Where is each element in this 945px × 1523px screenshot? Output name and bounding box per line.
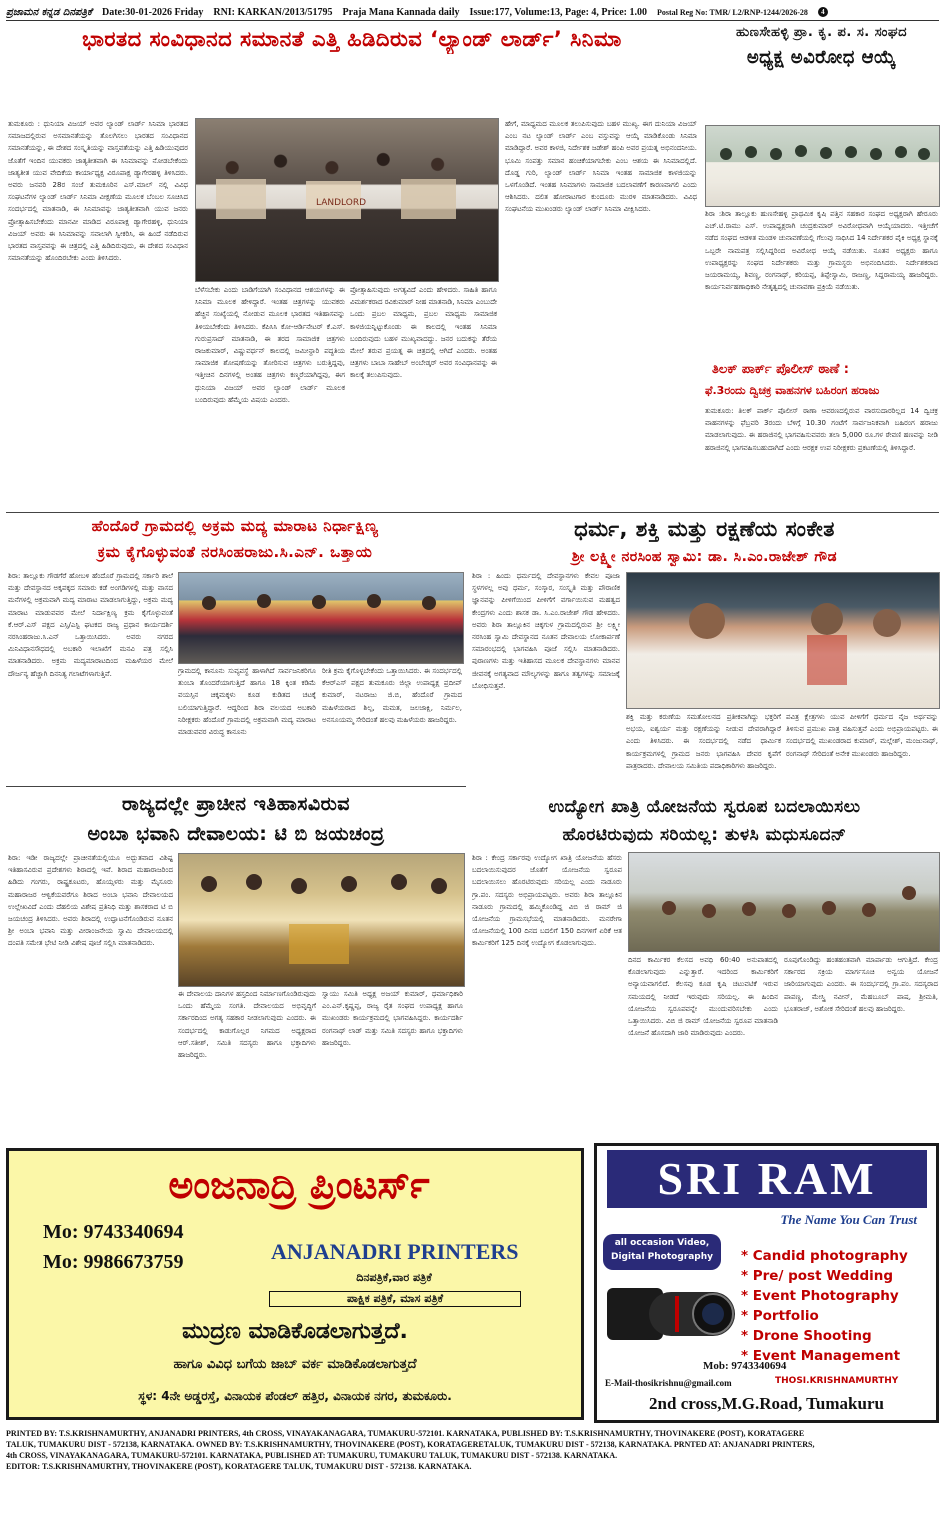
ad-right-mobile: Mob: 9743340694 [703,1360,787,1372]
ad-right-email: E-Mail-thosikrishnu@gmail.com [605,1378,732,1388]
story7-col2: ದಿನದ ಕಾರ್ಮಿಕರ ಕೆಲಸದ ಅವಧಿ 60:40 ಅನುಪಾತದಲ್ಲಿ ಕೊಡಲಾಗುವುದು ಎನ್ನುತ್ತಾರೆ. ಇದರಿಂದ ಕಾರ್ಮಿಕರಿಗೆ ಅನ್ಯಾಯವಾಗಲಿದೆ. ಕೆಲಸವು ಕೂಡ ಕೃಷಿ ಚಟುವಟಿಕೆ ಇರುವ ಸಮಯದಲ್ಲಿ ನೀಡದೆ ಇರುವುದು ಸರಿಯಲ್ಲ. ಈ ಹಿಂದಿನ ಯೋಜನೆಯ ಸ್ವರೂಪವನ್ನೇ ಮುಂದುವರಿಸಬೇಕು ಎಂದು ಒತ್ತಾಯಿಸಿದರು. ವಿಬಿ ಜಿ ರಾಮ್ ಯೋಜನೆಯ ಸ್ವರೂಪ ಮಾತನಾಡಿ ಯೋಜನೆ ಹೊಸದಾಗಿ ಜಾರಿ ಮಾಡಿರುವುದು ಎಂದರು. [628,956,778,1038]
story1-headline: ಭಾರತದ ಸಂವಿಧಾನದ ಸಮಾನತೆ ಎತ್ತಿ ಹಿಡಿದಿರುವ ‘ಲ್ಯಾಂಡ್ ಲಾರ್ಡ್’ ಸಿನಿಮಾ [82,27,622,51]
footer-line-1: PRINTED BY: T.S.KRISHNAMURTHY, ANJANADRI PRINTERS, 4th CROSS, VINAYAKANAGARA, TUMAKURU-572101. KARNATAKA, PUBLISHED BY: T.S.KRISHNAMURTHY, THOVINAKERE (POST), KORATAGERE [6,1429,805,1438]
portrait-photo-icon [627,573,939,708]
story5-col2: ಶಕ್ತಿ ಮತ್ತು ಕರುಣೆಯ ಸಮತೋಲನದ ಪ್ರತೀಕವಾಗಿದ್ದು ಭಕ್ತರಿಗೆ ಅಭಯ, ಐಶ್ವರ್ಯ ಮತ್ತು ರಕ್ಷಣೆಯನ್ನು ನೀಡುವ ದೇವರಾಗಿದ್ದಾರೆ ಎಂದು ತಿಳಿಸಿದರು. ಈ ಸಂದರ್ಭದಲ್ಲಿ ನಡೆದ ಧಾರ್ಮಿಕ ಕಾರ್ಯಕ್ರಮಗಳಲ್ಲಿ ಗ್ರಾಮದ ಜನರು ಭಾಗವಹಿಸಿ ದೇವರ ಕೃಪೆಗೆ ಪಾತ್ರರಾದರು. ದೇವಾಲಯ ಸಮಿತಿಯ ಪದಾಧಿಕಾರಿಗಳು ಹಾಜರಿದ್ದರು. [626,713,781,770]
story6-headline-line1: ರಾಜ್ಯದಲ್ಲೇ ಪ್ರಾಚೀನ ಇತಿಹಾಸವಿರುವ [122,793,350,815]
ad-line-2: ಪಾಕ್ಷಿಕ ಪತ್ರಿಕೆ, ಮಾಸ ಪತ್ರಿಕೆ [269,1291,521,1307]
story7-col1: ಶಿರಾ : ಕೇಂದ್ರ ಸರ್ಕಾರವು ಉದ್ಯೋಗ ಖಾತ್ರಿ ಯೋಜನೆಯ ಹೆಸರು ಬದಲಾಯಿಸುವುದರ ಜೊತೆಗೆ ಯೋಜನೆಯ ಸ್ವರೂಪ ಬದಲಾಯಿಸಲು ಹೊರಟಿರುವುದು ಸರಿಯಲ್ಲ ಎಂದು ನಾಡೂರು ಗ್ರಾ.ಪಂ. ಸದಸ್ಯರು ಅಭಿಪ್ರಾಯಪಟ್ಟರು. ಅವರು ಶಿರಾ ತಾಲ್ಲೂಕಿನ ನಾಡೂರು ಗ್ರಾಮದಲ್ಲಿ ಹಮ್ಮಿಕೊಂಡಿದ್ದ ವಿಬಿ ಜಿ ರಾಮ್ ಜಿ ಯೋಜನೆಯ ಗ್ರಾಮಸಭೆಯಲ್ಲಿ ಮಾತನಾಡಿದರು. ಮನರೇಗಾ ಯೋಜನೆಯಲ್ಲಿ 100 ದಿನದ ಬದಲಿಗೆ 150 ದಿನಗಳಿಗೆ ಏರಿಕೆ ಆತ ಕಾರ್ಮಿಕರಿಗೆ 125 ದಿನಕ್ಕೆ ಉದ್ಯೋಗ ಕೊಡಲಾಗುವುದು. [472,854,622,948]
footer-line-2: TALUK, TUMAKURU DIST - 572138, KARNATAKA. OWNED BY: T.S.KRISHNAMURTHY, THOVINAKERE (POST), KORATAGERETALUK, TUMAKURU DIST - 572138, KARNATAKA. PRNTED AT: ANJANADRI PRINTERS, [6,1440,815,1449]
story7-col3: ರೂಪುಗೊಂಡಿದ್ದು ಹಂತಹಂತವಾಗಿ ಮಾರ್ಪಾಡು ಆಗುತ್ತಿದೆ. ಕೇಂದ್ರ ಸರ್ಕಾರದ ಸಕ್ರಿಯ ಮಾರ್ಗಸೂಚಿ ಅನ್ವಯ ಯೋಜನೆ ಜಾರಿಯಾಗುವುದು ಎಂದರು. ಈ ಸಂದರ್ಭದಲ್ಲಿ ಗ್ರಾ.ಪಂ. ಸದಸ್ಯರಾದ ಪಾಪಣ್ಣ, ಮೇಸ್ತ್ರಿ ನವೀನ್, ಮೆಹಬೂಬ್ ಪಾಷ, ಶ್ರೀಮತಿ, ಭೂತರಾಜ್, ಅಶೋಕ ಸೇರಿದಂತೆ ಹಲವು ಹಾಜರಿದ್ದರು. [784,956,938,1013]
story7-headline-line1: ಉದ್ಯೋಗ ಖಾತ್ರಿ ಯೋಜನೆಯ ಸ್ವರೂಪ ಬದಲಾಯಿಸಲು [548,797,861,817]
imprint-footer [6,1428,939,1472]
story2-photo [705,125,940,207]
footer-line-3: 4th CROSS, VINAYAKANAGARA, TUMAKURU-572101. KARNATAKA, PUBLISHED AT: TUMAKURU, TUMAKURU TALUK, TUMAKURU DIST - 572138. KARNATAKA. [6,1451,618,1460]
masthead [6,4,939,21]
ad-brand-sriram: SRI RAM [607,1150,927,1208]
story1-photo [195,118,499,282]
story1-col4: ಹೇಗೆ, ಮಾಧ್ಯಮದ ಮೂಲಕ ತಲುಪಿಸುವುದು ಬಹಳ ಮುಖ್ಯ. ಈಗ ದುನಿಯಾ ವಿಜಯ್ ಎಂಬ ನಟ ಲ್ಯಾಂಡ್ ಲಾರ್ಡ್ ಎಂಬ ವಸ್ತುವನ್ನು ಆಯ್ಕೆ ಮಾಡಿಕೊಂಡು ಸಿನಿಮಾ ಮಾಡಿದ್ದಾರೆ. ಅವರ ಕಾಳಜಿ, ನಿರ್ದೇಶಕ ಜಡೇಶ್ ಹಂಪಿ ಅವರ ಪ್ರಯತ್ನ ಅಭಿನಂದನೀಯ. ಭೂಮಿ ಸಂಪತ್ತು ಸಮಾನ ಹಂಚಿಕೆಯಾಗಬೇಕು ಎಂಬ ಆಶಯ ಈ ಸಿನಿಮಾದಲ್ಲಿದೆ. ದೊಡ್ಡ ಗುರಿ, ಲ್ಯಾಂಡ್ ಲಾರ್ಡ್ ಸಿನಿಮಾ ಇಂತಹ ಸಾಮಾಜಿಕ ಕಾಳಜಿಯನ್ನು ಒಳಗೊಂಡಿದೆ. ಇಂತಹ ಸಿನಿಮಾಗಳು ಸಾಮಾಜಿಕ ಬದಲಾವಣೆಗೆ ಕಾರಣವಾಗಲಿ ಎಂದು ಆಶಿಸಿದರು. ದಲಿತ ಹೋರಾಟಗಾರ ಕುಂದೂರು ಮುರಳಿ ಮಾತನಾಡಿದರು. ವಿವಿಧ ಸಂಘಟನೆಯ ಮುಖಂಡರು ಲ್ಯಾಂಡ್ ಲಾರ್ಡ್ ಸಿನಿಮಾ ವೀಕ್ಷಿಸಿದರು. [505,120,697,214]
page-number: 4 [818,7,828,17]
story1-col1: ತುಮಕೂರು : ಧುನಿಯಾ ವಿಜಯ್ ಅವರ ಲ್ಯಾಂಡ್ ಲಾರ್ಡ್ ಸಿನಿಮಾ ಭಾರತದ ಸಮಾಜದಲ್ಲಿರುವ ಅಸಮಾನತೆಯನ್ನು ತೊಲಗಿಸಲು ಭಾರತದ ಸಂವಿಧಾನದ ಸಮಾನತೆಯನ್ನು, ಈ ದೇಶದ ಸಂಸ್ಕೃತಿಯನ್ನು ವಾಸ್ತವತೆಯನ್ನು ಎತ್ತಿ ಹಿಡಿಯುವುದರ ಜೊತೆಗೆ ಇಂದಿನ ಯುವಕರು ಜಾತ್ಯತೀತವಾಗಿ ಈ ಸಿನಿಮಾವನ್ನು ನೋಡಬೇಕೆಂದು ಜಾತ್ಯತೀತ ಯುವ ವೇದಿಕೆಯ ಕಾರ್ಯಾಧ್ಯಕ್ಷ ವಿರೂಪಾಕ್ಷ ಡ್ಯಾಗೇರಹಳ್ಳಿ ತಿಳಿಸಿದರು. ಅವರು ಜನವರಿ 28ರ ಸಂಜೆ ತುಮಕೂರಿನ ಎಸ್.ಮಾಲ್ ನಲ್ಲಿ ವಿವಿಧ ಸಂಘಟನೆಗಳ ಲ್ಯಾಂಡ್ ಲಾರ್ಡ್ ಸಿನಿಮಾ ವೀಕ್ಷಣೆಯ ಮೂಲಕ ಬೆಂಬಲ ಸೂಚಿಸಿದ ಸಂದರ್ಭದಲ್ಲಿ ಮಾತನಾಡಿ, ಈ ಸಿನಿಮಾವನ್ನು ಜಾತ್ಯತೀತವಾಗಿ ಯುವ ಜನರು ಪ್ರೋತ್ಸಾಹಿಸಬೇಕೆಂದು ಮಾನವೀ ಮಾಡಿದ ವಿರೂಪಾಕ್ಷ ಡ್ಯಾಗೇರಹಳ್ಳಿ, ಧುನಿಯಾ ವಿಜಯ್ ಅವರು ಈ ಸಿನಿಮಾವನ್ನು ಸವಾಲಾಗಿ ಸ್ವೀಕರಿಸಿ, ಈ ಹಿಂದೆ ನಡೆದಿರುವ ಭಾರತದ ವಾಸ್ತವವನ್ನು ಈ ಚಿತ್ರದಲ್ಲಿ ಎತ್ತಿ ಹಿಡಿದಿರುವುದು, ಈ ದೇಶದ ಸಂವಿಧಾನ ಸಮಾನತೆಯನ್ನು ಹೊಂದಿರಬೇಕು ಎಂದು ತಿಳಿಸಿದರು. [8,120,188,263]
anjanadri-printers-ad[interactable] [6,1148,584,1420]
story7-photo [628,852,940,952]
story6-col1: ಶಿರಾ: ಇಡೀ ರಾಜ್ಯದಲ್ಲೇ ಪ್ರಾಚೀನತೆಯಲ್ಲಿಯೂ ಅದ್ಭುತವಾದ ವಿಶಿಷ್ಟ ಇತಿಹಾಸವಿರುವ ಪ್ರದೇಶಗಳು ಶಿರಾದಲ್ಲಿ ಇವೆ. ಶಿರಾದ ಮಹಾರಾಜರಿಂದ ಹಿಡಿದು ಗಂಗರು, ರಾಷ್ಟ್ರಕೂಟರು, ಹೊಯ್ಸಳರು ಮತ್ತು ಮೈಸೂರು ಮಹಾರಾಜರ ಆಳ್ವಿಕೆಯವರೆಗೂ ಶಿರಾದ ಅಂಬಾ ಭವಾನಿ ದೇವಾಲಯದ ಉಲ್ಲೇಖವಿದೆ ಎಂದು ದೆಹಲಿಯ ವಿಶೇಷ ಪ್ರತಿನಿಧಿ ಮತ್ತು ಶಾಸಕರಾದ ಟಿ ಬಿ ಜಯಚಂದ್ರ ತಿಳಿಸಿದರು. ಅವರು ಶಿರಾದಲ್ಲಿ ಉದ್ಘಾಟನೆಗೊಂಡಿರುವ ನೂತನ ಶ್ರೀ ಅಂಬಾ ಭವಾನಿ ಮತ್ತು ವೀರಾಂಜನೇಯ ಸ್ವಾಮಿ ದೇವಾಲಯದಲ್ಲಿ ದಂಪತಿ ಸಮೇತ ಭೇಟಿ ನೀಡಿ ವಿಶೇಷ ಪೂಜೆ ಸಲ್ಲಿಸಿ ಮಾತನಾಡಿದರು. [8,854,173,948]
ad-right-owner: THOSI.KRISHNAMURTHY [775,1376,899,1386]
story3-headline-line1: ತಿಲಕ್ ಪಾರ್ಕ್ ಪೊಲೀಸ್ ಠಾಣೆ : [712,362,849,377]
camera-icon [601,1272,741,1358]
story5-col1: ಶಿರಾ : ಹಿಂದು ಧರ್ಮದಲ್ಲಿ ದೇವಸ್ಥಾನಗಳು ಕೇವಲ ಪೂಜಾ ಸ್ಥಳಗಳಲ್ಲ ಅವು ಧರ್ಮ, ಸಂಸ್ಕಾರ, ಸಂಸ್ಕೃತಿ ಮತ್ತು ಪೌರಾಣಿಕ ಜ್ಞಾನವನ್ನು ಪೀಳಿಗೆಯಿಂದ ಪೀಳಿಗೆಗೆ ವರ್ಗಾಯಿಸುವ ಮಹತ್ವದ ಕೇಂದ್ರಗಳು ಎಂದು ಶಾಸಕ ಡಾ. ಸಿ.ಎಂ.ರಾಜೇಶ್ ಗೌಡ ಹೇಳಿದರು. ಅವರು ಶಿರಾ ತಾಲ್ಲೂಕಿನ ಚಿಕ್ಕಗುಳ ಗ್ರಾಮದಲ್ಲಿರುವ ಶ್ರೀ ಲಕ್ಷ್ಮೀ ನರಸಿಂಹ ಸ್ವಾಮಿ ದೇವಸ್ಥಾನದ ನೂತನ ದೇವಾಲಯ ಲೋಕಾರ್ಪಣೆ ಸಮಾರಂಭದಲ್ಲಿ ಭಾಗವಹಿಸಿ ಪೂಜೆ ಸಲ್ಲಿಸಿ ಮಾತನಾಡಿದರು. ಪುರಾಣಗಳು ಮತ್ತು ಇತಿಹಾಸದ ಮೂಲಕ ದೇವಸ್ಥಾನಗಳು ಮಾನವ ಜೀವನಕ್ಕೆ ಅಗತ್ಯವಾದ ಮೌಲ್ಯಗಳನ್ನು ಹಾಗೂ ತತ್ವಗಳನ್ನು ಸಮಾಜಕ್ಕೆ ಬೋಧಿಸುತ್ತವೆ. [472,572,620,690]
ad-right-address: 2nd cross,M.G.Road, Tumakuru [649,1394,884,1413]
group-photo-icon [706,126,939,206]
story3-body: ತುಮಕೂರು: ತಿಲಕ್ ಪಾರ್ಕ್ ಪೊಲೀಸ್ ಠಾಣಾ ಆವರಣದಲ್ಲಿರುವ ವಾರಸುದಾರರಿಲ್ಲದ 14 ದ್ವಿಚಕ್ರ ವಾಹನಗಳನ್ನು ಫೆಬ್ರವರಿ 3ರಂದು ಬೆಳಿಗ್ಗೆ 10.30 ಗಂಟೆಗೆ ಸಾರ್ವಜನಿಕವಾಗಿ ಬಹಿರಂಗ ಹರಾಜು ಮಾಡಲಾಗುವುದು. ಈ ಹರಾಜಿನಲ್ಲಿ ಭಾಗವಹಿಸುವವರು ತಲಾ 5,000 ರೂ.ಗಳ ಠೇವಣಿ ಹಣವನ್ನು ನೀಡಿ ಹರಾಜಿನಲ್ಲಿ ಭಾಗವಹಿಸಬಹುದಾಗಿದೆ ಎಂದು ಆರಕ್ಷಕ ಉಪ ನಿರೀಕ್ಷಕರು ಪ್ರಕಟಣೆಯಲ್ಲಿ ತಿಳಿಸಿದ್ದಾರೆ. [705,407,938,452]
paper-name: Praja Mana Kannada daily [342,6,460,18]
ad-services-list [741,1246,937,1366]
story5-col3: ಪವಿತ್ರ ಕ್ಷೇತ್ರಗಳು ಯುವ ಪೀಳಿಗೆಗೆ ಧರ್ಮದ ನೈಜ ಅರ್ಥವನ್ನು ತಿಳಿಸುವ ಪ್ರಮುಖ ಪಾತ್ರ ವಹಿಸುತ್ತವೆ ಎಂದು ಅಭಿಪ್ರಾಯಪಟ್ಟರು. ಈ ಸಂದರ್ಭದಲ್ಲಿ ಮುಖಂಡರಾದ ಕುಮಾರ್, ಮಲ್ಲೇಶ್, ಮಂಜುನಾಥ್, ರಂಗನಾಥ್ ಸೇರಿದಂತೆ ಅನೇಕ ಮುಖಂಡರು ಹಾಜರಿದ್ದರು. [786,713,938,758]
ad-mobile-2: Mo: 9986673759 [43,1251,184,1273]
service-item: * Event Management [741,1348,901,1364]
postal-reg: Postal Reg No: TMR/ L2/RNP-1244/2026-28 [656,7,808,17]
story4-col1: ಶಿರಾ: ತಾಲ್ಲೂಕು ಗೌಡಗೆರೆ ಹೋಬಳಿ ಹೆಂದೊರೆ ಗ್ರಾಮದಲ್ಲಿ ಸರ್ಕಾರಿ ಶಾಲೆ ಮತ್ತು ದೇವಸ್ಥಾನದ ಅಕ್ಕಪಕ್ಕದ ಸಮಾರು ಕಡೆ ಅಂಗಡಿಗಳಲ್ಲಿ ಮತ್ತು ವಾಸದ ಮನೆಗಳಲ್ಲಿ ಅಕ್ರಮವಾಗಿ ಮದ್ಯ ಮಾರಾಟ ಮಾಡಲಾಗುತ್ತಿದ್ದು, ಅಕ್ರಮ ಮದ್ಯ ಮಾರಾಟ ಮಾಡುವವರ ಮೇಲೆ ನಿರ್ದಾಕ್ಷಿಣ್ಯ ಕ್ರಮ ಕೈಗೊಳ್ಳುವಂತೆ ಕೆ.ಆರ್.ಎಸ್ ಪಕ್ಷದ ಎಸ್ಸಿ/ಎಸ್ಟಿ ಘಟಕದ ರಾಜ್ಯ ಪ್ರಧಾನ ಕಾರ್ಯದರ್ಶಿ ನರಸಿಂಹರಾಜು.ಸಿ.ಎನ್ ಒತ್ತಾಯಿಸಿದರು. ಅವರು ನಗರದ ಮಿನಿವಿಧಾನಸೌಧದಲ್ಲಿ ಅಬಕಾರಿ ಇಲಾಖೆಗೆ ಮನವಿ ಪತ್ರ ಸಲ್ಲಿಸಿ ಮಾತನಾಡಿದರು. ಅಕ್ರಮ ಮದ್ಯಮಾರಾಟದಿಂದ ಮಹಿಳೆಯರ ಮೇಲೆ ದೌರ್ಜನ್ಯ ಹೆಚ್ಚಾಗಿ ದಿನನಿತ್ಯ ಗಲಾಟೆಗಳಾಗುತ್ತಿವೆ. [8,572,173,678]
issue-info: Issue:177, Volume:13, Page: 4, Price: 1.00 [469,6,647,18]
ad-mobile-1: Mo: 9743340694 [43,1221,184,1243]
paper-logo: ಪ್ರಜಾಮನ ಕನ್ನಡ ದಿನಪತ್ರಿಕೆ [6,6,92,18]
story2-headline-line2: ಅಧ್ಯಕ್ಷ ಅವಿರೋಧ ಆಯ್ಕೆ [746,47,897,68]
story6-col3: ಸ್ವಾಯು ಸಮಿತಿ ಅಧ್ಯಕ್ಷ ಅಜಯ್ ಕುಮಾರ್, ಧರ್ಮಾಧಿಕಾರಿ ಎಂ.ಎನ್.ಕೃಷ್ಣಪ್ಪ, ರಾಜ್ಯ ರೈತ ಸಂಘದ ಉಪಾಧ್ಯಕ್ಷ ಹಾಗೂ ಮುಖಂಡರು ಕಾರ್ಯಕ್ರಮದಲ್ಲಿ ಭಾಗವಹಿಸಿದ್ದರು. ಕಾರ್ಯದರ್ಶಿ ರಂಗನಾಥ್ ಲಾಡ್ ಮತ್ತು ಸಮಿತಿ ಸದಸ್ಯರು ಹಾಗೂ ಭಕ್ತಾದಿಗಳು ಹಾಜರಿದ್ದರು. [322,990,463,1047]
story5-photo [626,572,940,709]
service-item: * Portfolio [741,1308,819,1324]
story4-photo [178,572,464,664]
people-photo-icon [179,573,463,663]
rni-number: RNI: KARKAN/2013/51795 [213,6,333,18]
divider-2 [6,786,466,787]
service-item: * Event Photography [741,1288,899,1304]
story1-col3: ಪ್ರೋತ್ಸಾಹಿಸುವುದು ಅಗತ್ಯವಿದೆ ಎಂದು ಹೇಳಿದರು. ಸಾಹಿತಿ ಹಾಗೂ ವಿಮರ್ಶಕರಾದ ರವಿಕುಮಾರ್ ನೀಹ ಮಾತನಾಡಿ, ಸಿನಿಮಾ ಎಂಬುದೇ ಒಂದು ಪ್ರಬಲ ಮಾಧ್ಯಮ, ಪ್ರಬಲ ಮಾಧ್ಯಮ ಸಾಮಾಜಿಕ ಕಾಳಜಿಯನ್ನಿಟ್ಟುಕೊಂಡು ಈ ಕಾಲದಲ್ಲಿ ಇಂತಹ ಸಿನಿಮಾ ಬಂದಿರುವುದು ಬಹಳ ಮುಖ್ಯವಾದದ್ದು. ಜನರ ಬದುಕನ್ನು ತೆರೆಯ ಮೇಲೆ ತರುವ ಪ್ರಯತ್ನ ಈ ಚಿತ್ರದಲ್ಲಿ ಆಗಿದೆ ಎಂದರು. ಅಂತಹ ಚಿತ್ರಗಳು ಬಾಬಾ ಸಾಹೇಬ್ ಅಂಬೇಡ್ಕರ್ ಅವರ ಸಂವಿಧಾನವನ್ನು ಈ ಕಾಲಕ್ಕೆ ತಲುಪಿಸುವುದು. [350,286,497,380]
footer-line-4: EDITOR: T.S.KRISHNAMURTHY, THOVINAKERE (POST), KORATAGERE TALUK, TUMAKURU DIST - 572138. KARNATAKA. [6,1462,472,1471]
service-item: * Candid photography [741,1248,908,1264]
service-item: * Pre/ post Wedding [741,1268,894,1284]
story3-headline-line2: ಫೆ.3ರಂದು ದ್ವಿಚಕ್ರ ವಾಹನಗಳ ಬಹಿರಂಗ ಹರಾಜು [705,384,880,397]
ad-line-1: ದಿನಪತ್ರಿಕೆ,ವಾರ ಪತ್ರಿಕೆ [356,1271,432,1284]
story2-body: ಶಿರಾ :ಶಿರಾ ತಾಲ್ಲೂಕು ಹುಣಸೇಹಳ್ಳಿ ಪ್ರಾಥಮಿಕ ಕೃಷಿ ಪತ್ತಿನ ಸಹಕಾರ ಸಂಘದ ಅಧ್ಯಕ್ಷರಾಗಿ ಹೇರೂರು ಎಚ್.ಟಿ.ರಾಮು ಎಸ್. ಉಪಾಧ್ಯಕ್ಷರಾಗಿ ಚಂದ್ರಕುಮಾರ್ ಅವಿರೋಧವಾಗಿ ಆಯ್ಕೆಯಾದರು. ಇತ್ತೀಚೆಗೆ ನಡೆದ ಸಂಘದ ಆಡಳಿತ ಮಂಡಳಿ ಚುನಾವಣೆಯಲ್ಲಿ ಗೆಲುವು ಸಾಧಿಸಿದ 14 ನಿರ್ದೇಶಕರ ಪೈಕಿ ಅಧ್ಯಕ್ಷ ಸ್ಥಾನಕ್ಕೆ ಒಬ್ಬರೇ ನಾಮಪತ್ರ ಸಲ್ಲಿಸಿದ್ದರಿಂದ ಅವಿರೋಧ ಆಯ್ಕೆ ನಡೆಯಿತು. ನೂತನ ಅಧ್ಯಕ್ಷರು ಹಾಗೂ ಉಪಾಧ್ಯಕ್ಷರನ್ನು ಸಂಘದ ನಿರ್ದೇಶಕರು ಮತ್ತು ಗ್ರಾಮಸ್ಥರು ಅಭಿನಂದಿಸಿದರು. ನಿರ್ದೇಶಕರಾದ ಜಯರಾಮಯ್ಯ, ಶಿವಣ್ಣ, ರಂಗನಾಥ್, ಕರಿಯಪ್ಪ, ತಿಪ್ಪೇಸ್ವಾಮಿ, ರಾಜಣ್ಣ, ಸಿದ್ದರಾಮಯ್ಯ ಹಾಜರಿದ್ದರು. ಕಾರ್ಯನಿರ್ವಹಣಾಧಿಕಾರಿ ನೇತೃತ್ವದಲ್ಲಿ ಚುನಾವಣಾ ಪ್ರಕ್ರಿಯೆ ನಡೆಯಿತು. [705,210,938,292]
story1-col2: ಬೆಳೆಸಬೇಕು ಎಂದು ಬಾಡಿಗೆಯಾಗಿ ಸಂವಿಧಾನದ ಆಶಯಗಳನ್ನು ಈ ಸಿನಿಮಾ ಮೂಲಕ ಹೇಳಿದ್ದಾರೆ. ಇಂತಹ ಚಿತ್ರಗಳನ್ನು ಯುವಕರು ಹೆಚ್ಚಿನ ಸಂಖ್ಯೆಯಲ್ಲಿ ನೋಡುವ ಮೂಲಕ ಭಾರತದ ಇತಿಹಾಸವನ್ನು ತಿಳಿಯಬೇಕೆಂದು ತಿಳಿಸಿದರು. ಕೆಪಿಸಿಸಿ ಕೋ-ಆರ್ಡಿನೇಟರ್ ಕೆ.ಎಸ್. ಗುರುಪ್ರಸಾದ್ ಮಾತನಾಡಿ, ಈ ತರದ ಸಾಮಾಜಿಕ ಚಿತ್ರಗಳು ರಾಜಕುಮಾರ್, ವಿಷ್ಣುವರ್ಧನ್ ಕಾಲದಲ್ಲಿ ಜಮೀನ್ದಾರಿ ಪದ್ಧತಿಯ ಸಾಮಾಜಿಕ ಶೋಷಣೆಯನ್ನು ತೋರಿಸುವ ಚಿತ್ರಗಳು ಬರುತ್ತಿದ್ದವು, ಇತ್ತೀಚಿನ ದಿನಗಳಲ್ಲಿ ಅಂತಹ ಚಿತ್ರಗಳು ಕಣ್ಮರೆಯಾಗಿದ್ದವು, ಈಗ ಧುನಿಯಾ ವಿಜಯ್ ಅವರ ಲ್ಯಾಂಡ್ ಲಾರ್ಡ್ ಮೂಲಕ ಬಂದಿರುವುದು ಹೆಮ್ಮೆಯ ವಿಷಯ ಎಂದರು. [195,286,345,404]
story6-photo [178,853,465,987]
ad-address: ಸ್ಥಳ: 4ನೇ ಅಡ್ಡರಸ್ತೆ, ವಿನಾಯಕ ಪೆಂಡಲ್ ಹತ್ತಿರ, ವಿನಾಯಕ ನಗರ, ತುಮಕೂರು. [138,1389,452,1403]
temple-photo-icon [179,854,464,986]
story6-headline-line2: ಅಂಬಾ ಭವಾನಿ ದೇವಾಲಯ: ಟಿ ಬಿ ಜಯಚಂದ್ರ [87,823,385,845]
story4-headline-line1: ಹೆಂದೊರೆ ಗ್ರಾಮದಲ್ಲಿ ಅಕ್ರಮ ಮದ್ಯ ಮಾರಾಟ ನಿರ್ಧಾಕ್ಷಿಣ್ಯ [91,517,379,535]
story2-headline-line1: ಹುಣಸೇಹಳ್ಳಿ ಪ್ರಾ. ಕೃ. ಪ. ಸ. ಸಂಘದ [735,25,908,40]
story5-subhead: ಶ್ರೀ ಲಕ್ಷ್ಮೀ ನರಸಿಂಹ ಸ್ವಾಮಿ: ಡಾ. ಸಿ.ಎಂ.ರಾಜೇಶ್ ಗೌಡ [571,549,838,565]
ad-tagline: The Name You Can Trust [780,1212,917,1227]
story6-col2: ಈ ದೇವಾಲಯ ದಾನಿಗಳ ಹಸ್ತದಿಂದ ನಿರ್ಮಾಣಗೊಂಡಿರುವುದು ಒಂದು ಹೆಮ್ಮೆಯ ಸಂಗತಿ. ದೇವಾಲಯದ ಅಭಿವೃದ್ಧಿಗೆ ಸರ್ಕಾರದಿಂದ ಅಗತ್ಯ ಸಹಕಾರ ನೀಡಲಾಗುವುದು ಎಂದರು. ಈ ಸಂದರ್ಭದಲ್ಲಿ ಕಾಡುಗೊಲ್ಲರ ನಿಗಮದ ಅಧ್ಯಕ್ಷರಾದ ಆರ್.ಸತೀಶ್, ಸಮಿತಿ ಸದಸ್ಯರು ಹಾಗೂ ಭಕ್ತಾದಿಗಳು ಹಾಜರಿದ್ದರು. [178,990,316,1060]
crowd-photo-icon [196,119,498,281]
svg-text:LANDLORD: LANDLORD [316,198,367,208]
service-item: * Drone Shooting [741,1328,872,1344]
divider-1 [6,512,939,513]
sri-ram-photography-ad[interactable] [594,1143,939,1423]
ad-line-3: ಮುದ್ರಣ ಮಾಡಿಕೊಡಲಾಗುತ್ತದೆ. [182,1319,408,1344]
story4-col2: ಗ್ರಾಮದಲ್ಲಿ ಕಾನೂನು ಸುವ್ಯವಸ್ಥೆ ಹಾಳಾಗಿದೆ ಸಾರ್ವಜನಿಕರಿಗೂ ತುಂಬಾ ತೊಂದರೆಯಾಗುತ್ತಿದೆ ಹಾಗೂ 18 ಕ್ಕಿಂತ ಕಡಿಮೆ ವಯಸ್ಸಿನ ಚಿಕ್ಕಮಕ್ಕಳು ಕೂಡ ಕುಡಿತದ ಚಟಕ್ಕೆ ಬಲಿಯಾಗುತ್ತಿದ್ದಾರೆ. ಆದ್ದರಿಂದ ಶಿರಾ ವಲಯದ ಅಬಕಾರಿ ನಿರೀಕ್ಷಕರು ಹೆಂದೊರೆ ಗ್ರಾಮದಲ್ಲಿ ಅಕ್ರಮವಾಗಿ ಮದ್ಯ ಮಾರಾಟ ಮಾಡುವವರ ವಿರುದ್ಧ ಕಾನೂನು [178,667,316,737]
story5-headline: ಧರ್ಮ, ಶಕ್ತಿ ಮತ್ತು ರಕ್ಷಣೆಯ ಸಂಕೇತ [574,517,835,541]
ad-line-4: ಹಾಗೂ ವಿವಿಧ ಬಗೆಯ ಜಾಬ್ ವರ್ಕ ಮಾಡಿಕೊಡಲಾಗುತ್ತದೆ [173,1357,417,1372]
story7-headline-line2: ಹೊರಟಿರುವುದು ಸರಿಯಲ್ಲ: ತುಳಸಿ ಮಧುಸೂದನ್ [562,825,847,845]
issue-date: Date:30-01-2026 Friday [101,6,204,18]
ad-badge: all occasion Video, Digital Photography [603,1234,721,1270]
meeting-photo-icon [629,853,939,951]
ad-brand-kannada: ಅಂಜನಾದ್ರಿ ಪ್ರಿಂಟರ್ಸ್ [168,1163,430,1207]
story4-headline-line2: ಕ್ರಮ ಕೈಗೊಳ್ಳುವಂತೆ ನರಸಿಂಹರಾಜು.ಸಿ.ಎನ್. ಒತ್ತಾಯ [97,543,373,561]
story4-col3: ರೀತಿ ಕ್ರಮ ಕೈಗೊಳ್ಳಬೇಕೆಂದು ಒತ್ತಾಯಿಸಿದರು. ಈ ಸಂದರ್ಭದಲ್ಲಿ ಕೆಆರ್‌ಎಸ್ ಪಕ್ಷದ ತುಮಕೂರು ಜಿಲ್ಲಾ ಉಪಾಧ್ಯಕ್ಷ ಪ್ರದೀಪ್ ಕುಮಾರ್, ನಟರಾಜು ಜಿ.ಬಿ, ಹೆಂದೊರೆ ಗ್ರಾಮದ ಮಹಿಳೆಯರಾದ ಶಿಲ್ಪ, ಮಮತ, ಜಲಜಾಕ್ಷಿ, ನಿರ್ಮಲ, ಅನಸೂಯಮ್ಮ ಸೇರಿದಂತೆ ಹಲವು ಮಹಿಳೆಯರು ಹಾಜರಿದ್ದರು. [322,667,462,724]
ad-brand-english: ANJANADRI PRINTERS [271,1239,519,1264]
